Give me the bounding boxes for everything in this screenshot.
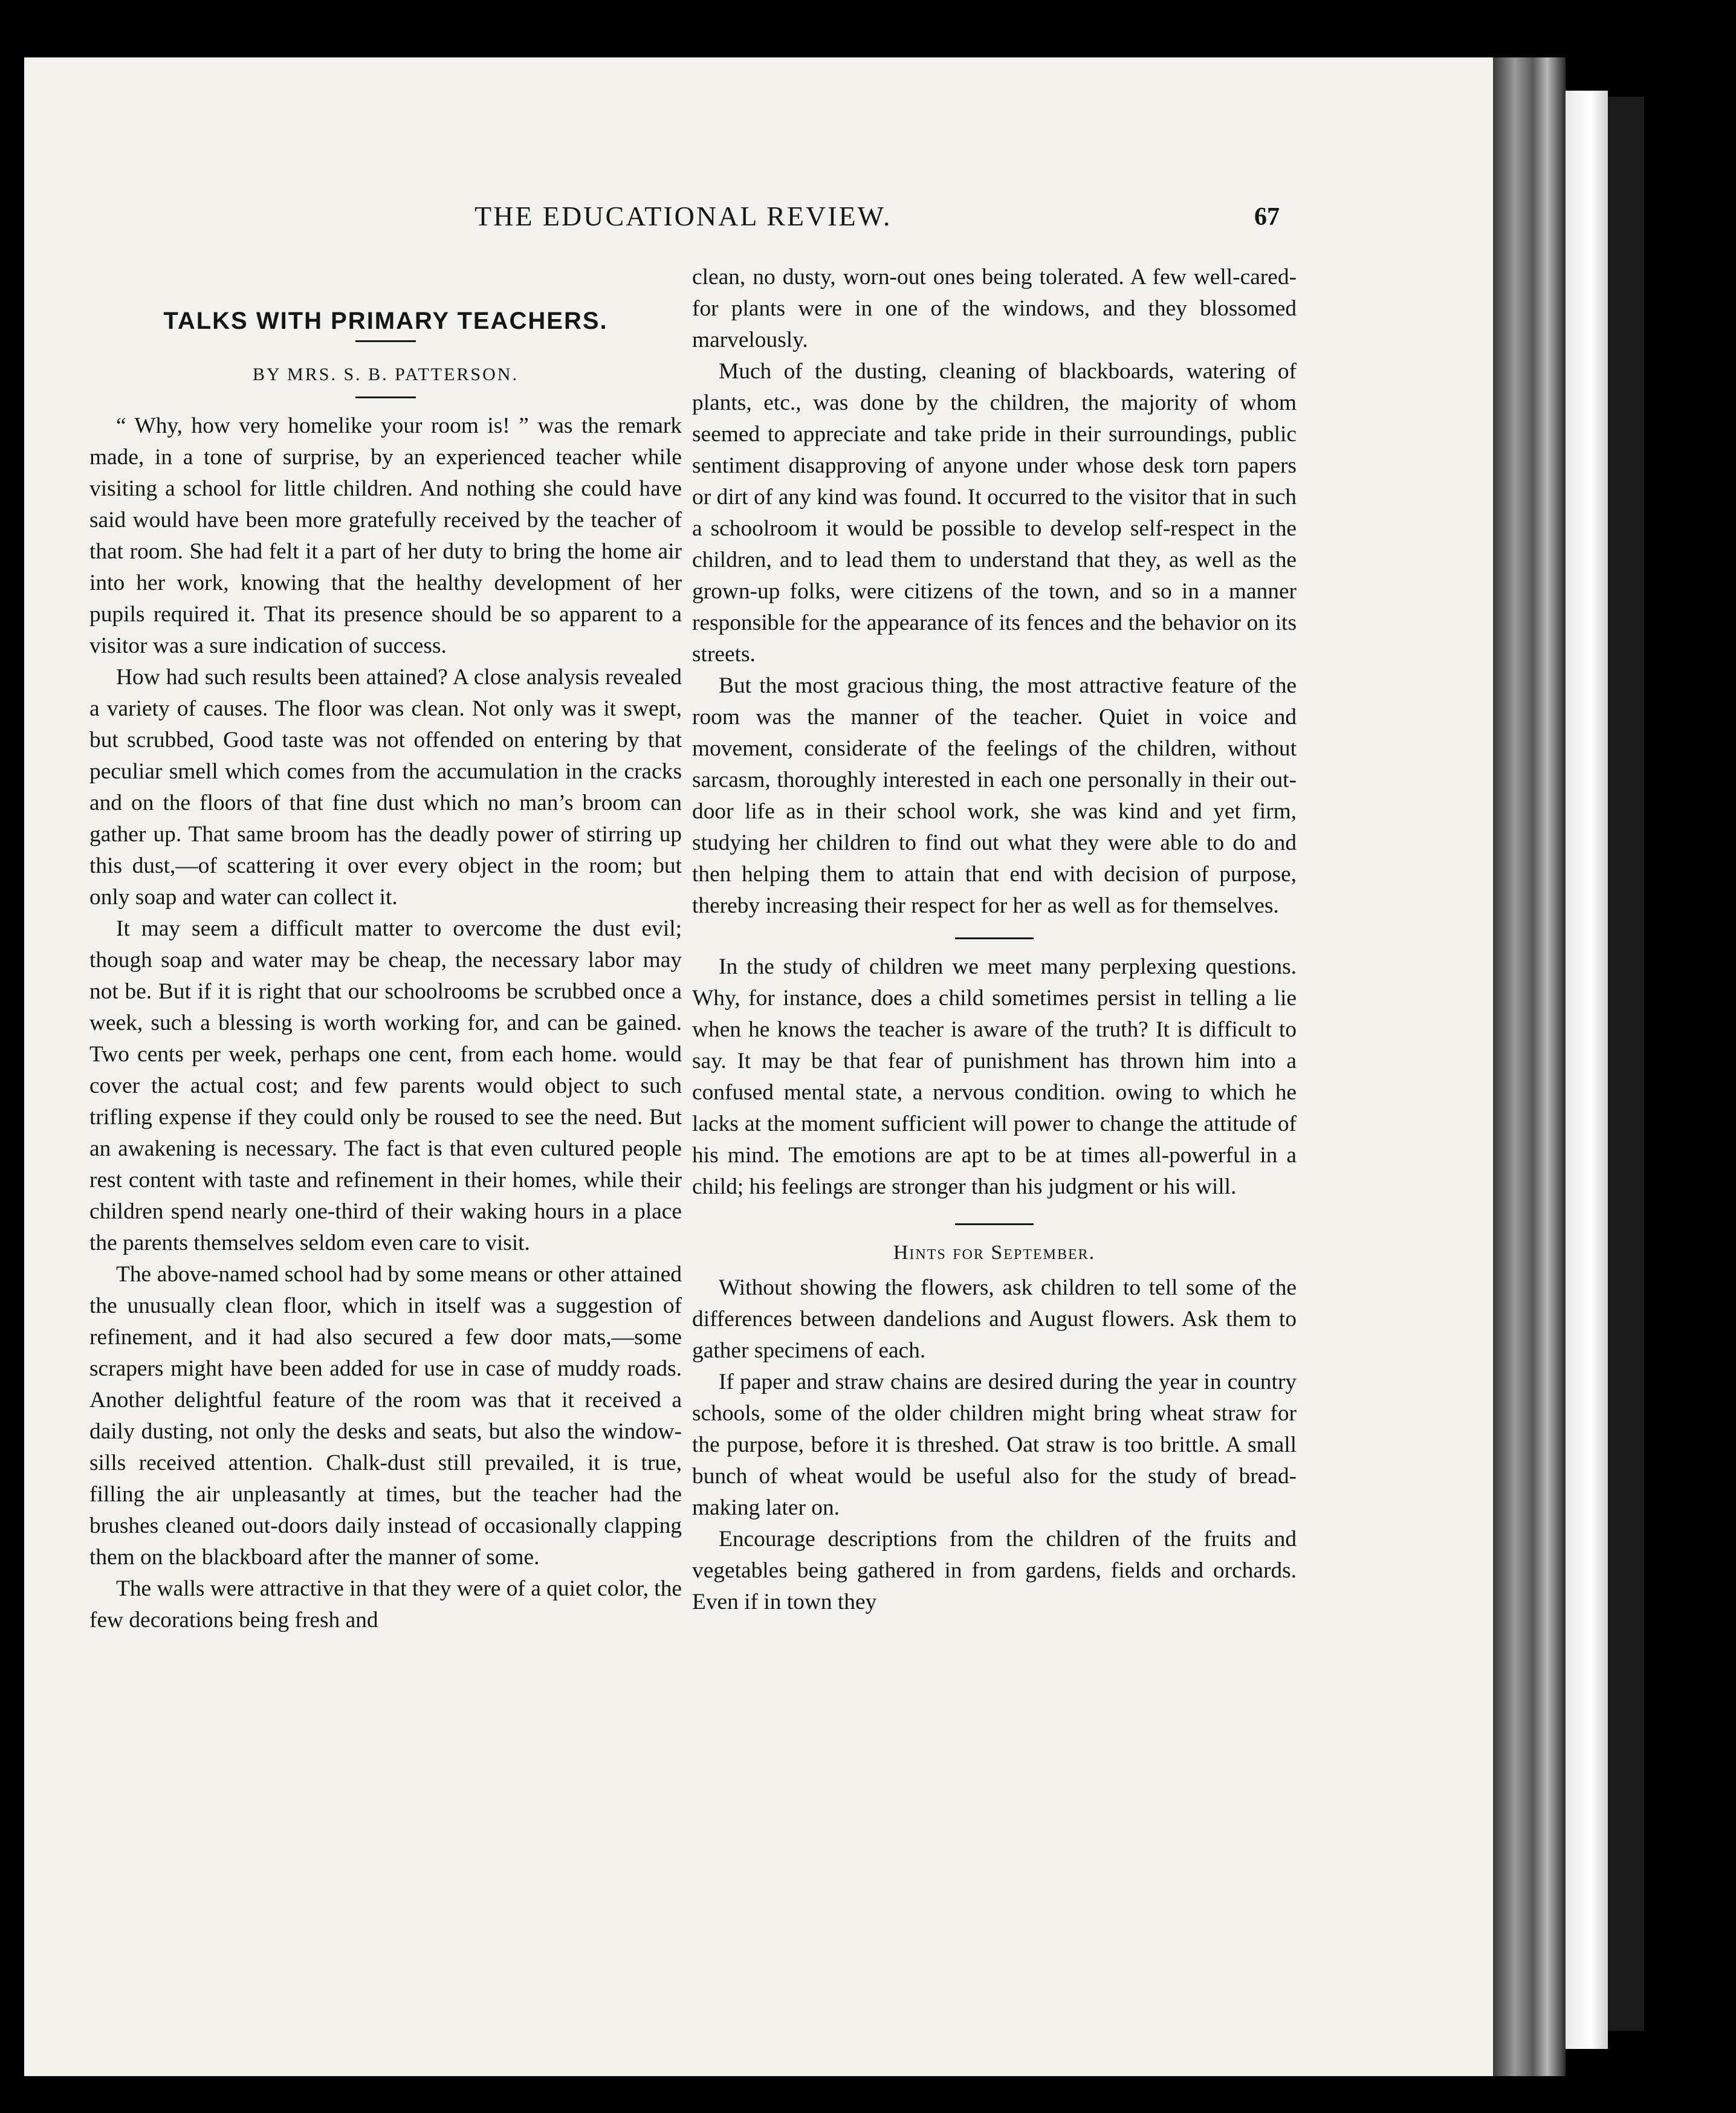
hints-paragraph: Without showing the flowers, ask children to tell some of the differences between dandelions and August flowers. Ask them to gather specimens of each. bbox=[692, 1275, 1297, 1363]
perplexing-paragraph: In the study of children we meet many perplexing questions. Why, for instance, does a child sometimes persist in telling a lie when he knows the teacher is aware of the truth? It is difficult to say. It may be that fear of punishment has thrown him into a confused mental state, a nervous condition. owing to which he lacks at the moment sufficient will power to change the attitude of his mind. The emotions are apt to be at times all-powerful in a child; his feelings are stronger than his judgment or his will. bbox=[692, 954, 1297, 1199]
page-number: 67 bbox=[1254, 203, 1280, 231]
title-rule bbox=[355, 340, 416, 342]
hints-paragraph: If paper and straw chains are desired during the year in country schools, some of the older children might bring wheat straw for the purpose, before it is threshed. Oat straw is too brittle. A small bunch of wheat would be useful also for the study of bread-making later on. bbox=[692, 1370, 1297, 1520]
running-head bbox=[24, 200, 1517, 242]
hints-paragraph: Encourage descriptions from the children of the fruits and vegetables being gathered in from gardens, fields and orchards. Even if in town they bbox=[692, 1527, 1297, 1614]
book-edge-highlight bbox=[1566, 91, 1608, 2049]
right-column bbox=[692, 262, 1297, 1618]
book-edge-shadow bbox=[1608, 97, 1644, 2031]
article-paragraph: The above-named school had by some means or other attained the unusually clean floor, which in itself was a suggestion of refinement, and it had also secured a few door mats,—some scrapers might have been added for use in case of muddy roads. Another delightful feature of the room was that it received a daily dusting, not only the desks and seats, but also the window-sills received attention. Chalk-dust still prevailed, it is true, filling the air unpleasantly at times, but the teacher had the brushes cleaned out-doors daily instead of occasionally clapping them on the blackboard after the manner of some. bbox=[89, 1262, 682, 1570]
article-paragraph: “ Why, how very homelike your room is! ” was the remark made, in a tone of surprise, by an experienced teacher while visiting a school for little children. And nothing she could have said would have been more gratefully received by the teacher of that room. She had felt it a part of her duty to bring the home air into her work, knowing that the healthy development of her pupils required it. That its presence should be so apparent to a visitor was a sure indication of success. bbox=[89, 413, 682, 658]
article-title: TALKS WITH PRIMARY TEACHERS. bbox=[163, 308, 608, 334]
article-paragraph: The walls were attractive in that they were of a quiet color, the few decorations being fresh and bbox=[89, 1576, 682, 1632]
book-page bbox=[24, 57, 1517, 2076]
section-rule bbox=[955, 937, 1034, 939]
hints-heading: Hints for September. bbox=[893, 1241, 1096, 1264]
book-edge bbox=[1493, 57, 1566, 2076]
article-paragraph: It may seem a difficult matter to overcome the dust evil; though soap and water may be cheap, the necessary labor may not be. But if it is right that our schoolrooms be scrubbed once a week, such a blessing is worth working for, and can be gained. Two cents per week, perhaps one cent, from each home. would cover the actual cost; and few parents would object to such trifling expense if they could only be roused to see the need. But an awakening is necessary. The fact is that even cultured people rest content with taste and refinement in their homes, while their children spend nearly one-third of their waking hours in a place the parents themselves seldom even care to visit. bbox=[89, 916, 682, 1255]
article-paragraph: Much of the dusting, cleaning of blackboards, watering of plants, etc., was done by the children, the majority of whom seemed to appreciate and take pride in their surroundings, public sentiment disapproving of anyone under whose desk torn papers or dirt of any kind was found. It occurred to the visitor that in such a schoolroom it would be possible to develop self-respect in the children, and to lead them to understand that they, as well as the grown-up folks, were citizens of the town, and so in a manner responsible for the appearance of its fences and the behavior on its streets. bbox=[692, 359, 1297, 667]
article-paragraph: clean, no dusty, worn-out ones being tolerated. A few well-cared-for plants were in one of the windows, and they blossomed marvelously. bbox=[692, 265, 1297, 352]
article-byline: BY MRS. S. B. PATTERSON. bbox=[253, 364, 519, 384]
running-title: THE EDUCATIONAL REVIEW. bbox=[474, 201, 892, 231]
article-paragraph: But the most gracious thing, the most attractive feature of the room was the manner of the teacher. Quiet in voice and movement, considerate of the feelings of the children, without sarcasm, thoroughly interested in each one personally in their out-door life as in their school work, she was kind and yet firm, studying her children to find out what they were able to do and then helping them to attain that end with decision of purpose, thereby increasing their respect for her as well as for themselves. bbox=[692, 673, 1297, 918]
byline-rule bbox=[355, 396, 416, 398]
section-rule bbox=[955, 1223, 1034, 1225]
left-column bbox=[89, 239, 682, 1636]
article-paragraph: How had such results been attained? A close analysis revealed a variety of causes. The floor was clean. Not only was it swept, but scrubbed, Good taste was not offended on entering by that peculiar smell which comes from the accumulation in the cracks and on the floors of that fine dust which no man’s broom can gather up. That same broom has the deadly power of stirring up this dust,—of scattering it over every object in the room; but only soap and water can collect it. bbox=[89, 665, 682, 910]
